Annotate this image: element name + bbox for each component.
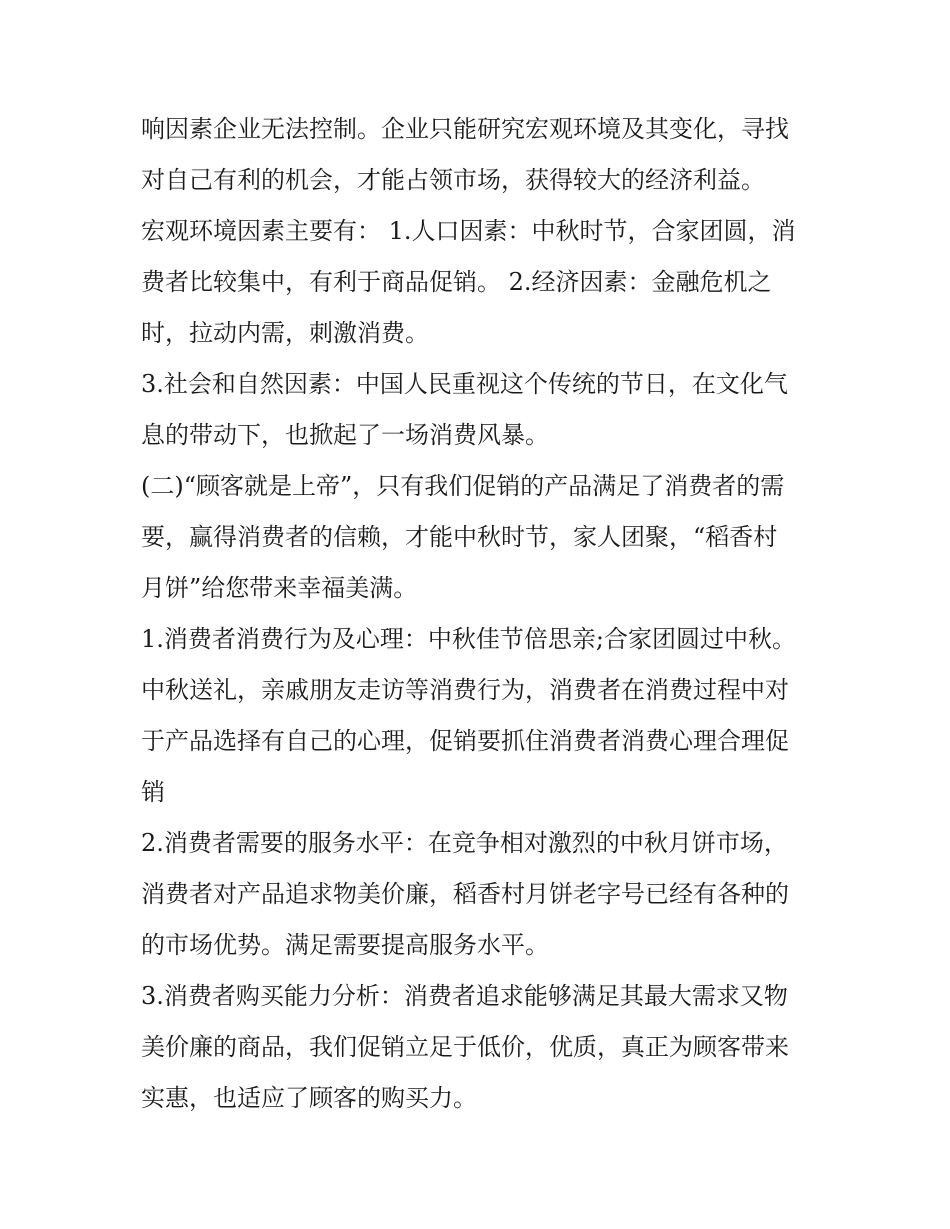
document-body <box>141 104 821 1124</box>
text-line: 宏观环境因素主要有： 1.人口因素：中秋时节，合家团圆，消 <box>141 217 796 245</box>
text-line: 时，拉动内需，刺激消费。 <box>141 319 429 347</box>
text-line: 2.消费者需要的服务水平：在竞争相对激烈的中秋月饼市场， <box>141 829 788 857</box>
text-line: 要，赢得消费者的信赖，才能中秋时节，家人团聚，“稻香村 <box>141 523 778 551</box>
text-line: (二)“顾客就是上帝”，只有我们促销的产品满足了消费者的需 <box>141 472 785 500</box>
text-line: 费者比较集中，有利于商品促销。 2.经济因素：金融危机之 <box>141 268 772 296</box>
text-line: 美价廉的商品，我们促销立足于低价，优质，真正为顾客带来 <box>141 1033 789 1061</box>
text-line: 息的带动下，也掀起了一场消费风暴。 <box>141 421 549 449</box>
text-line: 于产品选择有自己的心理，促销要抓住消费者消费心理合理促 <box>141 727 789 755</box>
text-line: 消费者对产品追求物美价廉，稻香村月饼老字号已经有各种的 <box>141 880 789 908</box>
text-line: 销 <box>141 778 165 806</box>
text-line: 响因素企业无法控制。企业只能研究宏观环境及其变化，寻找 <box>141 115 789 143</box>
text-line: 3.消费者购买能力分析：消费者追求能够满足其最大需求又物 <box>141 982 788 1010</box>
text-line: 3.社会和自然因素：中国人民重视这个传统的节日，在文化气 <box>141 370 788 398</box>
text-line: 月饼”给您带来幸福美满。 <box>141 574 418 602</box>
text-line: 对自己有利的机会，才能占领市场，获得较大的经济利益。 <box>141 166 765 194</box>
text-line: 实惠，也适应了顾客的购买力。 <box>141 1084 477 1112</box>
text-line: 的市场优势。满足需要提高服务水平。 <box>141 931 549 959</box>
text-line: 1.消费者消费行为及心理：中秋佳节倍思亲;合家团圆过中秋。 <box>141 625 796 653</box>
text-line: 中秋送礼，亲戚朋友走访等消费行为，消费者在消费过程中对 <box>141 676 789 704</box>
